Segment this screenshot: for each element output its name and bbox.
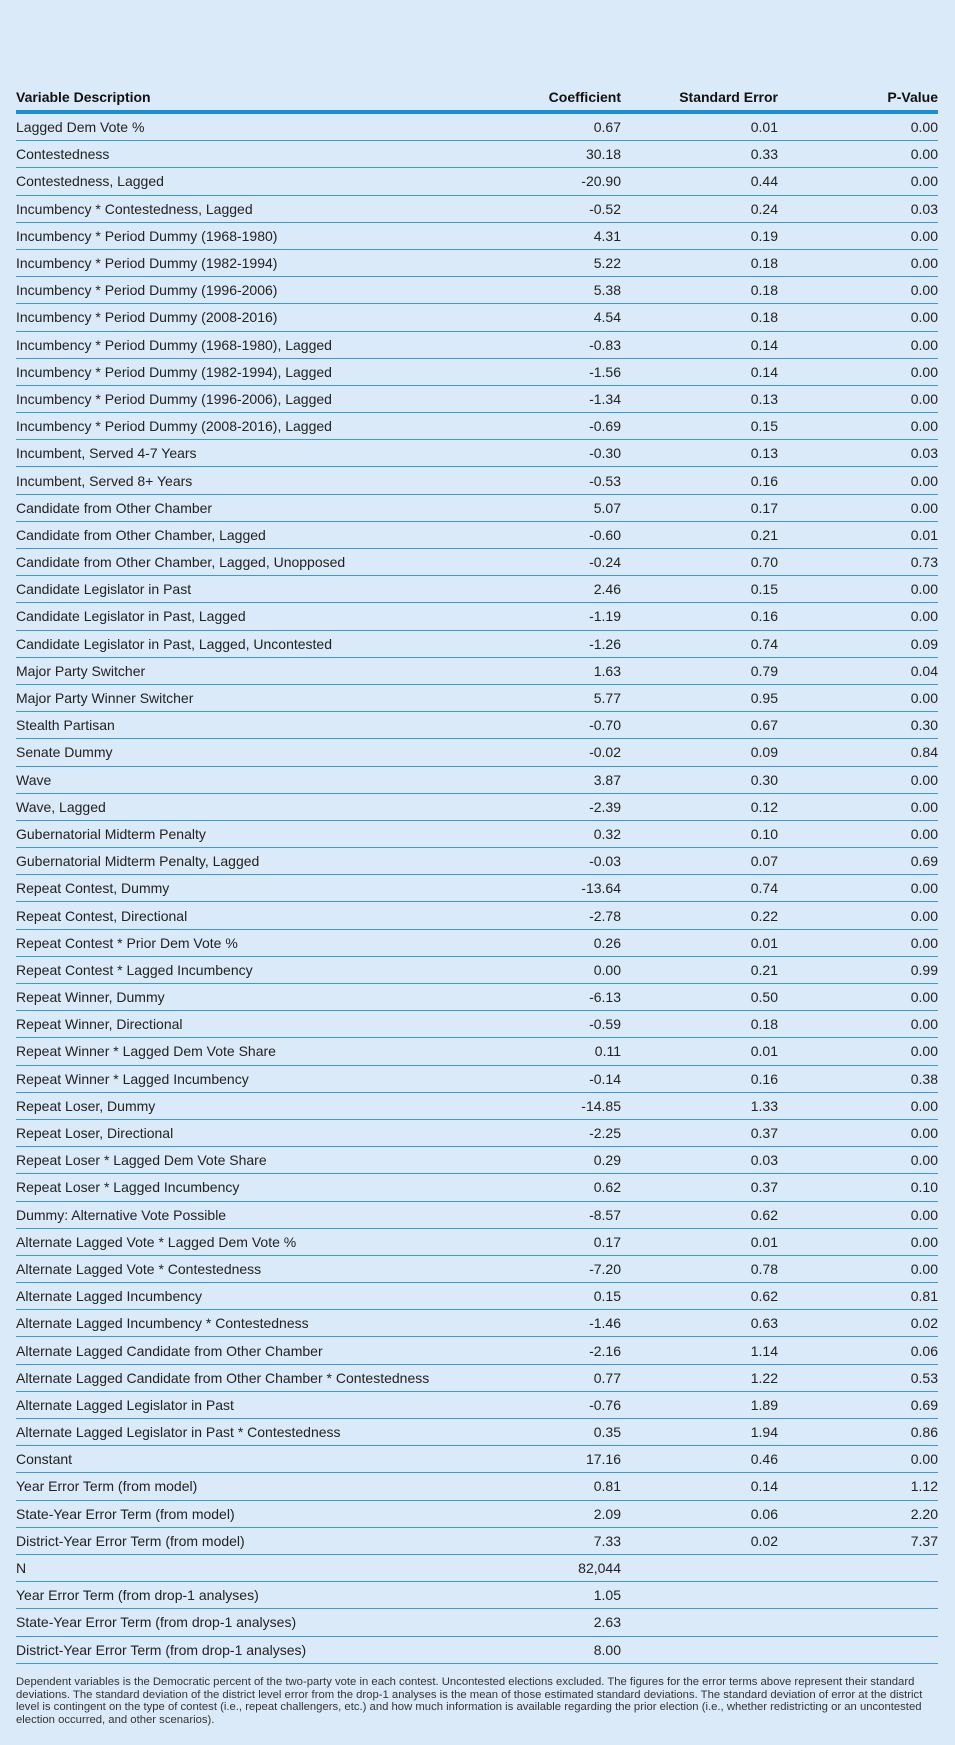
row-coefficient: -0.24: [589, 554, 621, 571]
row-standard-error: 0.74: [750, 880, 778, 897]
row-p-value: 0.81: [910, 1288, 938, 1305]
row-standard-error: 0.37: [750, 1179, 778, 1196]
row-p-value: 0.30: [910, 717, 938, 734]
row-coefficient: -0.83: [589, 336, 621, 353]
row-coefficient: 4.54: [593, 309, 621, 326]
row-description: Repeat Loser, Dummy: [16, 1097, 156, 1114]
row-coefficient: 0.29: [593, 1152, 621, 1169]
table-row: [16, 1038, 938, 1065]
row-p-value: 0.38: [910, 1070, 938, 1087]
row-description: Stealth Partisan: [16, 717, 115, 734]
row-description: Gubernatorial Midterm Penalty: [16, 825, 206, 842]
row-description: Contestedness: [16, 146, 110, 163]
row-description: Alternate Lagged Legislator in Past: [16, 1396, 234, 1413]
table-row: [16, 413, 938, 440]
table-row: [16, 1229, 938, 1256]
row-coefficient: -6.13: [589, 989, 621, 1006]
row-description: Repeat Loser * Lagged Dem Vote Share: [16, 1152, 267, 1169]
row-p-value: 0.00: [910, 472, 938, 489]
table-row: [16, 1011, 938, 1038]
table-row: [16, 250, 938, 277]
row-coefficient: -20.90: [581, 173, 621, 190]
row-p-value: 1.12: [910, 1478, 938, 1495]
row-coefficient: -0.52: [589, 200, 621, 217]
row-coefficient: 30.18: [585, 146, 621, 163]
row-coefficient: 5.22: [593, 255, 621, 272]
row-p-value: 0.00: [910, 934, 938, 951]
row-standard-error: 1.14: [750, 1342, 778, 1359]
table-body: [16, 114, 938, 1664]
table-row: [16, 712, 938, 739]
row-coefficient: 0.17: [593, 1233, 621, 1250]
row-p-value: 0.84: [910, 744, 938, 761]
table-row: [16, 1093, 938, 1120]
row-coefficient: -1.56: [589, 363, 621, 380]
row-standard-error: 0.09: [750, 744, 778, 761]
row-description: Wave: [16, 771, 52, 788]
table-row: [16, 685, 938, 712]
table-row: [16, 522, 938, 549]
row-coefficient: 0.32: [593, 825, 621, 842]
row-description: Major Party Switcher: [16, 662, 146, 679]
row-p-value: 0.03: [910, 200, 938, 217]
row-coefficient: 17.16: [585, 1451, 621, 1468]
row-coefficient: 2.09: [593, 1505, 621, 1522]
row-description: Repeat Contest * Prior Dem Vote %: [16, 934, 238, 951]
row-p-value: 0.00: [910, 1097, 938, 1114]
row-standard-error: 0.14: [750, 336, 778, 353]
row-p-value: 0.04: [910, 662, 938, 679]
header-p-value: P-Value: [887, 89, 938, 105]
row-standard-error: 0.95: [750, 690, 778, 707]
row-p-value: 0.00: [910, 499, 938, 516]
row-description: Incumbency * Period Dummy (1982-1994), Lagged: [16, 363, 332, 380]
row-coefficient: 0.26: [593, 934, 621, 951]
header-coefficient: Coefficient: [548, 89, 621, 105]
row-coefficient: -0.76: [589, 1396, 621, 1413]
row-description: Incumbent, Served 4-7 Years: [16, 445, 197, 462]
row-description: Contestedness, Lagged: [16, 173, 164, 190]
row-coefficient: 0.62: [593, 1179, 621, 1196]
row-p-value: 0.00: [910, 1260, 938, 1277]
table-row: [16, 1174, 938, 1201]
row-description: Incumbency * Period Dummy (2008-2016): [16, 309, 278, 326]
table-row: [16, 1120, 938, 1147]
row-coefficient: 5.38: [593, 282, 621, 299]
row-coefficient: -0.02: [589, 744, 621, 761]
table-row: [16, 1256, 938, 1283]
row-coefficient: 3.87: [593, 771, 621, 788]
table-row: [16, 631, 938, 658]
table-row: [16, 223, 938, 250]
row-standard-error: 0.62: [750, 1206, 778, 1223]
row-standard-error: 0.33: [750, 146, 778, 163]
row-description: Constant: [16, 1451, 73, 1468]
row-standard-error: 0.15: [750, 418, 778, 435]
row-coefficient: -0.53: [589, 472, 621, 489]
table-row: [16, 141, 938, 168]
row-standard-error: 0.12: [750, 798, 778, 815]
row-p-value: 0.99: [910, 961, 938, 978]
row-coefficient: 0.77: [593, 1369, 621, 1386]
row-p-value: 0.00: [910, 363, 938, 380]
row-description: Incumbency * Period Dummy (1996-2006): [16, 282, 278, 299]
row-p-value: 0.00: [910, 119, 938, 136]
table-row: [16, 1582, 938, 1609]
row-standard-error: 1.89: [750, 1396, 778, 1413]
table-row: [16, 386, 938, 413]
row-description: Alternate Lagged Legislator in Past * Contestedness: [16, 1424, 341, 1441]
row-description: Repeat Loser * Lagged Incumbency: [16, 1179, 240, 1196]
row-description: Alternate Lagged Incumbency: [16, 1288, 203, 1305]
row-standard-error: 0.01: [750, 119, 778, 136]
row-standard-error: 0.19: [750, 227, 778, 244]
row-standard-error: 0.18: [750, 255, 778, 272]
row-p-value: 0.00: [910, 390, 938, 407]
row-standard-error: 0.15: [750, 581, 778, 598]
row-p-value: 0.53: [910, 1369, 938, 1386]
table-row: [16, 930, 938, 957]
table-row: [16, 495, 938, 522]
table-row: [16, 1555, 938, 1582]
row-standard-error: 0.74: [750, 635, 778, 652]
row-p-value: 0.00: [910, 336, 938, 353]
row-p-value: 2.20: [910, 1505, 938, 1522]
row-p-value: 0.10: [910, 1179, 938, 1196]
header-standard-error: Standard Error: [679, 89, 778, 105]
row-description: Candidate from Other Chamber, Lagged, Unopposed: [16, 554, 346, 571]
row-description: Incumbency * Period Dummy (1996-2006), Lagged: [16, 390, 332, 407]
row-standard-error: 0.46: [750, 1451, 778, 1468]
row-standard-error: 0.16: [750, 472, 778, 489]
row-standard-error: 1.94: [750, 1424, 778, 1441]
row-p-value: 0.00: [910, 690, 938, 707]
row-standard-error: 1.33: [750, 1097, 778, 1114]
row-description: Lagged Dem Vote %: [16, 119, 145, 136]
row-description: Major Party Winner Switcher: [16, 690, 194, 707]
row-p-value: 0.00: [910, 1016, 938, 1033]
row-description: Repeat Loser, Directional: [16, 1125, 174, 1142]
row-description: Repeat Winner, Dummy: [16, 989, 165, 1006]
table-row: [16, 767, 938, 794]
row-standard-error: 0.01: [750, 934, 778, 951]
row-p-value: 0.73: [910, 554, 938, 571]
row-description: Candidate Legislator in Past, Lagged: [16, 608, 246, 625]
table-row: [16, 1392, 938, 1419]
row-p-value: 0.00: [910, 1451, 938, 1468]
row-standard-error: 0.14: [750, 1478, 778, 1495]
row-p-value: 0.03: [910, 445, 938, 462]
row-coefficient: 8.00: [593, 1641, 621, 1658]
table-row: [16, 1202, 938, 1229]
table-row: [16, 1147, 938, 1174]
row-coefficient: -2.78: [589, 907, 621, 924]
row-description: Alternate Lagged Candidate from Other Chamber * Contestedness: [16, 1369, 430, 1386]
row-coefficient: -0.69: [589, 418, 621, 435]
regression-table: [16, 84, 938, 1664]
row-coefficient: 2.46: [593, 581, 621, 598]
row-description: Candidate Legislator in Past: [16, 581, 192, 598]
row-standard-error: 0.07: [750, 853, 778, 870]
row-coefficient: 1.63: [593, 662, 621, 679]
row-coefficient: 0.15: [593, 1288, 621, 1305]
row-p-value: 0.02: [910, 1315, 938, 1332]
row-standard-error: 0.03: [750, 1152, 778, 1169]
row-p-value: 0.00: [910, 309, 938, 326]
row-standard-error: 0.63: [750, 1315, 778, 1332]
table-row: [16, 332, 938, 359]
row-standard-error: 0.14: [750, 363, 778, 380]
table-row: [16, 549, 938, 576]
row-standard-error: 0.18: [750, 309, 778, 326]
row-standard-error: 0.16: [750, 608, 778, 625]
row-coefficient: 4.31: [593, 227, 621, 244]
table-row: [16, 1283, 938, 1310]
table-row: [16, 114, 938, 141]
row-standard-error: 0.02: [750, 1532, 778, 1549]
row-coefficient: -1.46: [589, 1315, 621, 1332]
row-p-value: 0.00: [910, 1043, 938, 1060]
row-description: Alternate Lagged Vote * Contestedness: [16, 1260, 262, 1277]
row-standard-error: 0.44: [750, 173, 778, 190]
row-p-value: 0.00: [910, 1152, 938, 1169]
row-description: Candidate from Other Chamber: [16, 499, 213, 516]
row-p-value: 0.00: [910, 227, 938, 244]
table-row: [16, 304, 938, 331]
row-standard-error: 0.18: [750, 282, 778, 299]
row-p-value: 0.69: [910, 1396, 938, 1413]
row-coefficient: 2.63: [593, 1614, 621, 1631]
row-standard-error: 0.30: [750, 771, 778, 788]
row-coefficient: 5.07: [593, 499, 621, 516]
row-description: Incumbency * Contestedness, Lagged: [16, 200, 253, 217]
row-p-value: 0.00: [910, 282, 938, 299]
table-row: [16, 196, 938, 223]
row-description: State-Year Error Term (from drop-1 analyses): [16, 1614, 297, 1631]
table-row: [16, 957, 938, 984]
row-coefficient: -14.85: [581, 1097, 621, 1114]
row-description: Incumbency * Period Dummy (1968-1980), Lagged: [16, 336, 332, 353]
table-row: [16, 359, 938, 386]
row-description: Wave, Lagged: [16, 798, 106, 815]
row-coefficient: -1.19: [589, 608, 621, 625]
row-p-value: 0.00: [910, 1206, 938, 1223]
row-p-value: 0.01: [910, 526, 938, 543]
row-description: Repeat Winner * Lagged Dem Vote Share: [16, 1043, 276, 1060]
row-standard-error: 0.62: [750, 1288, 778, 1305]
row-standard-error: 0.06: [750, 1505, 778, 1522]
row-p-value: 0.00: [910, 825, 938, 842]
table-row: [16, 1419, 938, 1446]
table-row: [16, 875, 938, 902]
row-description: Repeat Winner, Directional: [16, 1016, 183, 1033]
row-p-value: 0.69: [910, 853, 938, 870]
row-standard-error: 0.10: [750, 825, 778, 842]
row-description: State-Year Error Term (from model): [16, 1505, 235, 1522]
table-row: [16, 739, 938, 766]
header-description: Variable Description: [16, 89, 151, 105]
row-p-value: 0.00: [910, 173, 938, 190]
row-coefficient: 0.00: [593, 961, 621, 978]
row-standard-error: 0.24: [750, 200, 778, 217]
row-description: Candidate from Other Chamber, Lagged: [16, 526, 266, 543]
table-row: [16, 821, 938, 848]
row-p-value: 0.09: [910, 635, 938, 652]
row-description: Repeat Winner * Lagged Incumbency: [16, 1070, 249, 1087]
row-coefficient: 82,044: [578, 1560, 621, 1577]
row-standard-error: 0.67: [750, 717, 778, 734]
row-standard-error: 0.17: [750, 499, 778, 516]
row-standard-error: 0.50: [750, 989, 778, 1006]
row-description: Year Error Term (from model): [16, 1478, 198, 1495]
table-row: [16, 984, 938, 1011]
row-p-value: 0.00: [910, 1125, 938, 1142]
table-row: [16, 794, 938, 821]
row-standard-error: 1.22: [750, 1369, 778, 1386]
row-description: N: [16, 1560, 27, 1577]
row-coefficient: -2.39: [589, 798, 621, 815]
row-coefficient: -1.26: [589, 635, 621, 652]
row-coefficient: -0.59: [589, 1016, 621, 1033]
row-description: Incumbency * Period Dummy (1968-1980): [16, 227, 278, 244]
row-coefficient: -2.16: [589, 1342, 621, 1359]
table-row: [16, 848, 938, 875]
row-p-value: 0.00: [910, 798, 938, 815]
row-p-value: 0.00: [910, 907, 938, 924]
row-coefficient: -0.30: [589, 445, 621, 462]
row-standard-error: 0.70: [750, 554, 778, 571]
row-coefficient: -7.20: [589, 1260, 621, 1277]
row-standard-error: 0.18: [750, 1016, 778, 1033]
row-standard-error: 0.01: [750, 1043, 778, 1060]
row-p-value: 0.00: [910, 771, 938, 788]
table-row: [16, 440, 938, 467]
table-row: [16, 1066, 938, 1093]
table-row: [16, 576, 938, 603]
row-p-value: 0.86: [910, 1424, 938, 1441]
row-standard-error: 0.01: [750, 1233, 778, 1250]
row-coefficient: 0.11: [594, 1043, 621, 1060]
table-row: [16, 1365, 938, 1392]
row-description: Alternate Lagged Incumbency * Contestedness: [16, 1315, 309, 1332]
row-standard-error: 0.79: [750, 662, 778, 679]
row-standard-error: 0.21: [750, 961, 778, 978]
table-row: [16, 1528, 938, 1555]
row-description: Alternate Lagged Vote * Lagged Dem Vote %: [16, 1233, 297, 1250]
row-standard-error: 0.13: [750, 445, 778, 462]
row-description: Senate Dummy: [16, 744, 113, 761]
row-description: Year Error Term (from drop-1 analyses): [16, 1587, 259, 1604]
row-coefficient: -8.57: [589, 1206, 621, 1223]
table-row: [16, 1446, 938, 1473]
table-row: [16, 168, 938, 195]
row-p-value: 7.37: [910, 1532, 938, 1549]
row-p-value: 0.00: [910, 880, 938, 897]
row-coefficient: 0.35: [593, 1424, 621, 1441]
row-standard-error: 0.16: [750, 1070, 778, 1087]
row-coefficient: -0.70: [589, 717, 621, 734]
row-standard-error: 0.37: [750, 1125, 778, 1142]
table-row: [16, 1310, 938, 1337]
row-coefficient: -0.03: [589, 853, 621, 870]
table-row: [16, 1501, 938, 1528]
row-coefficient: -1.34: [589, 390, 621, 407]
table-row: [16, 658, 938, 685]
row-standard-error: 0.13: [750, 390, 778, 407]
row-p-value: 0.00: [910, 418, 938, 435]
row-coefficient: -0.60: [589, 526, 621, 543]
footnote: Dependent variables is the Democratic percent of the two-party vote in each contest. Uncontested elections excluded. The figures for the error terms above represent their standard deviations. The standard deviation of the district level error from the drop-1 analyses is the mean of those estimated standard deviations. The standard deviation of error at the district level is contingent on the type of contest (i.e., repeat challengers, etc.) and how much information is available regarding the prior election (i.e., whether redistricting or an uncontested election occurred, and other scenarios).: [16, 1676, 923, 1726]
row-description: Repeat Contest, Dummy: [16, 880, 170, 897]
row-p-value: 0.00: [910, 146, 938, 163]
row-description: Alternate Lagged Candidate from Other Chamber: [16, 1342, 323, 1359]
row-coefficient: 0.67: [593, 119, 621, 136]
table-row: [16, 1473, 938, 1500]
row-description: District-Year Error Term (from drop-1 analyses): [16, 1641, 307, 1658]
row-p-value: 0.00: [910, 608, 938, 625]
row-description: Incumbency * Period Dummy (1982-1994): [16, 255, 278, 272]
row-p-value: 0.06: [910, 1342, 938, 1359]
table-row: [16, 1337, 938, 1364]
row-coefficient: -0.14: [589, 1070, 621, 1087]
row-standard-error: 0.78: [750, 1260, 778, 1277]
table-row: [16, 902, 938, 929]
table-row: [16, 467, 938, 494]
row-p-value: 0.00: [910, 255, 938, 272]
row-description: District-Year Error Term (from model): [16, 1532, 245, 1549]
row-description: Repeat Contest * Lagged Incumbency: [16, 961, 253, 978]
row-standard-error: 0.22: [750, 907, 778, 924]
table-row: [16, 1609, 938, 1636]
row-coefficient: -2.25: [589, 1125, 621, 1142]
row-standard-error: 0.21: [750, 526, 778, 543]
table-header: [16, 84, 938, 114]
row-description: Candidate Legislator in Past, Lagged, Uncontested: [16, 635, 332, 652]
row-p-value: 0.00: [910, 989, 938, 1006]
row-coefficient: 5.77: [593, 690, 621, 707]
table-row: [16, 1637, 938, 1664]
row-coefficient: 7.33: [593, 1532, 621, 1549]
row-description: Incumbent, Served 8+ Years: [16, 472, 193, 489]
row-description: Gubernatorial Midterm Penalty, Lagged: [16, 853, 260, 870]
row-coefficient: 1.05: [593, 1587, 621, 1604]
table-row: [16, 603, 938, 630]
row-coefficient: 0.81: [593, 1478, 621, 1495]
row-p-value: 0.00: [910, 581, 938, 598]
row-description: Dummy: Alternative Vote Possible: [16, 1206, 227, 1223]
table-row: [16, 277, 938, 304]
row-p-value: 0.00: [910, 1233, 938, 1250]
row-coefficient: -13.64: [581, 880, 621, 897]
row-description: Incumbency * Period Dummy (2008-2016), Lagged: [16, 418, 332, 435]
row-description: Repeat Contest, Directional: [16, 907, 188, 924]
